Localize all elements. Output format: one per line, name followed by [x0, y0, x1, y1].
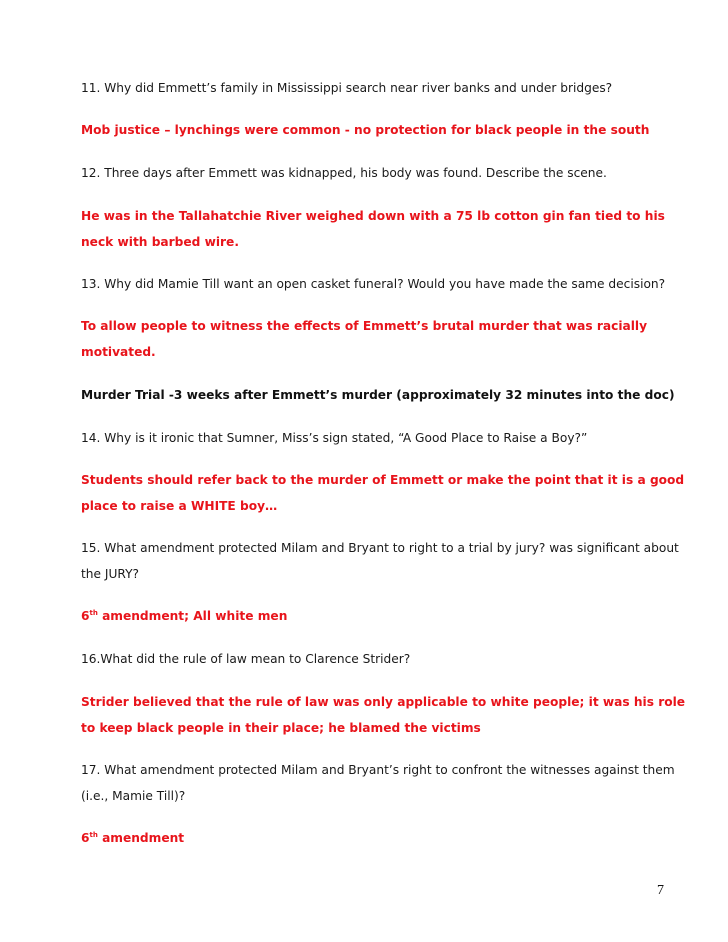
- ordinal-number: 6: [81, 609, 90, 623]
- ordinal-suffix: th: [89, 608, 98, 617]
- section-heading-murder-trial: Murder Trial -3 weeks after Emmett’s murder (approximately 32 minutes into the doc): [81, 388, 675, 402]
- question-17-line-2: (i.e., Mamie Till)?: [81, 789, 186, 803]
- answer-13-line-1: To allow people to witness the effects of Emmett’s brutal murder that was racially: [81, 319, 648, 333]
- answer-16-line-2: to keep black people in their place; he blamed the victims: [81, 721, 481, 735]
- answer-16-line-1: Strider believed that the rule of law was only applicable to white people; it was his role: [81, 695, 686, 709]
- question-12: 12. Three days after Emmett was kidnapped, his body was found. Describe the scene.: [81, 166, 607, 180]
- question-14: 14. Why is it ironic that Sumner, Miss’s sign stated, “A Good Place to Raise a Boy?”: [81, 431, 588, 445]
- answer-14-line-1: Students should refer back to the murder of Emmett or make the point that it is a good: [81, 473, 685, 487]
- question-13: 13. Why did Mamie Till want an open casket funeral? Would you have made the same decision?: [81, 277, 666, 291]
- question-15-line-1: 15. What amendment protected Milam and Bryant to right to a trial by jury? was significant about: [81, 541, 679, 555]
- ordinal-number: 6: [81, 831, 90, 845]
- answer-13-line-2: motivated.: [81, 345, 156, 359]
- answer-11: Mob justice – lynchings were common - no protection for black people in the south: [81, 123, 650, 137]
- answer-12-line-2: neck with barbed wire.: [81, 235, 239, 249]
- answer-17-text: amendment: [97, 831, 185, 845]
- answer-14-line-2: place to raise a WHITE boy…: [81, 499, 278, 513]
- answer-17: [81, 830, 681, 846]
- question-16: 16.What did the rule of law mean to Clarence Strider?: [81, 652, 411, 666]
- answer-15-text: amendment; All white men: [97, 609, 288, 623]
- answer-15: [81, 608, 681, 624]
- question-15-line-2: the JURY?: [81, 567, 139, 581]
- question-11: 11. Why did Emmett’s family in Mississippi search near river banks and under bridges?: [81, 81, 613, 95]
- ordinal-suffix: th: [89, 830, 98, 839]
- page-number: 7: [657, 883, 664, 898]
- question-17-line-1: 17. What amendment protected Milam and Bryant’s right to confront the witnesses against them: [81, 763, 675, 777]
- answer-12-line-1: He was in the Tallahatchie River weighed down with a 75 lb cotton gin fan tied to his: [81, 209, 665, 223]
